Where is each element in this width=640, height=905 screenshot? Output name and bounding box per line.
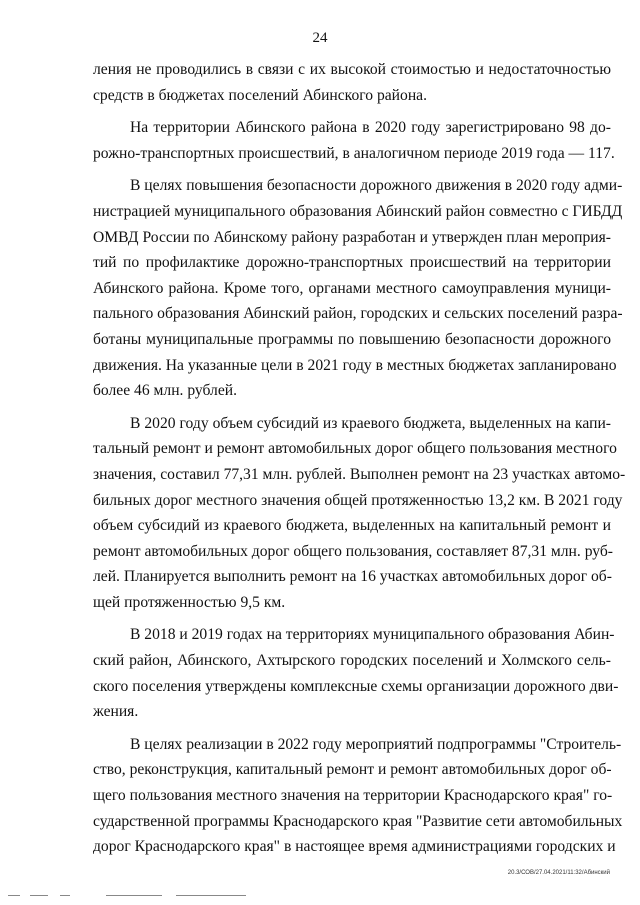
scan-mark bbox=[106, 895, 162, 896]
text-line: дорог Краснодарского края" в настоящее время администрациями городских и bbox=[93, 838, 616, 856]
text-line: лей. Планируется выполнить ремонт на 16 участках автомобильных дорог об- bbox=[93, 568, 612, 586]
paragraph-gap bbox=[93, 404, 611, 411]
text-line: ремонт автомобильных дорог общего пользования, составляет 87,31 млн. руб- bbox=[93, 542, 613, 560]
paragraph bbox=[93, 115, 615, 166]
paragraph-gap bbox=[93, 615, 611, 622]
paragraph bbox=[93, 732, 623, 860]
text-line: рожно-транспортных происшествий, в аналогичном периоде 2019 года — 117. bbox=[93, 144, 615, 162]
scan-edge-marks bbox=[8, 895, 258, 897]
text-line: щего пользования местного значения на территории Краснодарского края" го- bbox=[93, 787, 613, 805]
text-line: средств в бюджетах поселений Абинского района. bbox=[93, 86, 427, 104]
text-line: Абинского района. Кроме того, органами местного самоуправления муници- bbox=[93, 279, 611, 297]
text-line: сударственной программы Краснодарского края "Развитие сети автомобильных bbox=[93, 812, 623, 830]
text-line: бильных дорог местного значения общей протяженностью 13,2 км. В 2021 году bbox=[93, 491, 623, 509]
text-line: пального образования Абинский район, городских и сельских поселений разра- bbox=[93, 305, 623, 323]
text-line: На территории Абинского района в 2020 году зарегистрировано 98 до- bbox=[130, 119, 611, 137]
scan-mark bbox=[60, 895, 70, 896]
text-line: В 2018 и 2019 годах на территориях муниципального образования Абин- bbox=[130, 626, 615, 644]
text-line: объем субсидий из краевого бюджета, выделенных на капитальный ремонт и bbox=[93, 517, 611, 535]
scan-mark bbox=[30, 895, 48, 896]
text-line: тальный ремонт и ремонт автомобильных дорог общего пользования местного bbox=[93, 440, 617, 458]
paragraph-gap bbox=[93, 108, 611, 115]
paragraph bbox=[93, 411, 626, 616]
scan-mark bbox=[8, 895, 20, 896]
text-line: более 46 млн. рублей. bbox=[93, 382, 238, 400]
text-line: ления не проводились в связи с их высокой стоимостью и недостаточностью bbox=[93, 61, 611, 78]
text-line: тий по профилактике дорожно-транспортных происшествий на территории bbox=[93, 254, 611, 272]
text-line: ОМВД России по Абинскому району разработан и утвержден план мероприя- bbox=[93, 228, 611, 246]
document-body bbox=[93, 57, 626, 860]
text-line: щей протяженностью 9,5 км. bbox=[93, 593, 286, 611]
text-line: В целях повышения безопасности дорожного движения в 2020 году адми- bbox=[130, 177, 623, 195]
text-line: ский район, Абинского, Ахтырского городских поселений и Холмского сель- bbox=[93, 652, 611, 670]
paragraph-gap bbox=[93, 166, 611, 173]
scan-mark bbox=[176, 895, 246, 896]
text-line: ского поселения утверждены комплексные схемы организации дорожного дви- bbox=[93, 677, 619, 695]
text-line: значения, составил 77,31 млн. рублей. Выполнен ремонт на 23 участках автомо- bbox=[93, 465, 626, 483]
document-registration-stamp: 20.3/СОВ/27.04.2021/11:32/Абинский bbox=[507, 870, 610, 876]
text-line: В 2020 году объем субсидий из краевого бюджета, выделенных на капи- bbox=[130, 414, 611, 432]
paragraph-gap bbox=[93, 725, 611, 732]
paragraph bbox=[93, 622, 619, 724]
text-line: В целях реализации в 2022 году мероприятий подпрограммы "Строитель- bbox=[130, 735, 622, 753]
paragraph bbox=[93, 173, 623, 403]
text-line: жения. bbox=[93, 703, 139, 721]
text-line: ство, реконструкция, капитальный ремонт и ремонт автомобильных дорог об- bbox=[93, 761, 612, 779]
text-line: ботаны муниципальные программы по повышению безопасности дорожного bbox=[93, 330, 611, 348]
text-line: нистрацией муниципального образования Абинский район совместно с ГИБДД bbox=[93, 202, 623, 220]
paragraph bbox=[93, 57, 611, 108]
text-line: движения. На указанные цели в 2021 году в местных бюджетах запланировано bbox=[93, 356, 617, 374]
page-number: 24 bbox=[312, 30, 328, 46]
